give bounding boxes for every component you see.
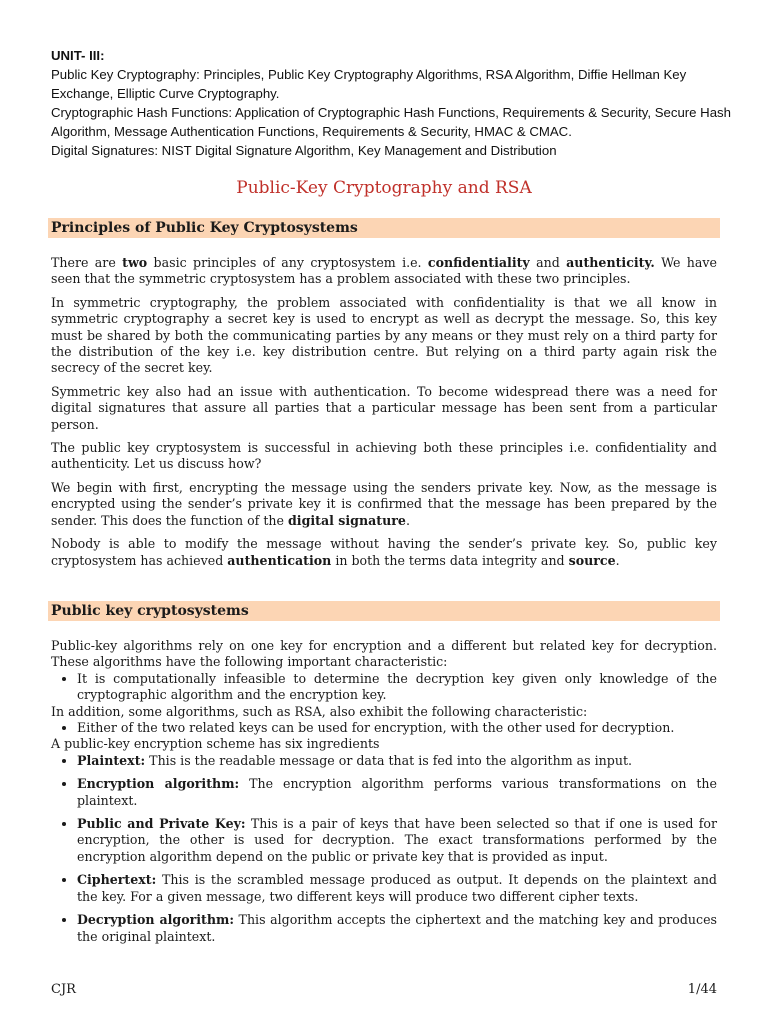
paragraph: We begin with first, encrypting the message using the senders private key. Now, as the message is encrypted using the sender’s private key it is confirmed that the message has been prepared by the sender. This does the function of the digital signature. xyxy=(51,479,717,528)
section-heading-principles: Principles of Public Key Cryptosystems xyxy=(48,218,720,238)
syllabus-block xyxy=(51,46,731,160)
paragraph: Nobody is able to modify the message without having the sender’s private key. So, public key cryptosystem has achieved authentication in both the terms data integrity and source. xyxy=(51,536,717,568)
paragraph: In addition, some algorithms, such as RSA, also exhibit the following characteristic: xyxy=(51,703,588,719)
paragraph: A public-key encryption scheme has six ingredients xyxy=(51,736,380,752)
list-item: • Either of the two related keys can be used for encryption, with the other used for decryption. xyxy=(77,720,717,736)
characteristic-list xyxy=(51,671,717,704)
section-principles-body xyxy=(51,255,717,576)
footer-author: CJR xyxy=(51,982,76,997)
list-item: • It is computationally infeasible to determine the decryption key given only knowledge of the cryptographic algorithm and the encryption key. xyxy=(77,671,717,704)
syllabus-line: Digital Signatures: NIST Digital Signature Algorithm, Key Management and Distribution xyxy=(51,143,557,158)
page-title: Public-Key Cryptography and RSA xyxy=(236,178,532,198)
section-public-key-body xyxy=(51,638,717,952)
page-number: 1/44 xyxy=(687,982,717,997)
paragraph: In symmetric cryptography, the problem associated with confidentiality is that we all know in symmetric cryptography a secret key is used to encrypt as well as decrypt the message. So, this key must be shared by both the communicating parties by any means or they must rely on a third party for the distribution of the key i.e. key distribution centre. But relying on a third party again risk the secrecy of the secret key. xyxy=(51,294,717,376)
list-item: • Plaintext: This is the readable message or data that is fed into the algorithm as input. xyxy=(77,753,717,769)
list-item: • Encryption algorithm: The encryption algorithm performs various transformations on the plaintext. xyxy=(77,776,717,809)
list-item: • Ciphertext: This is the scrambled message produced as output. It depends on the plaintext and the key. For a given message, two different keys will produce two different cipher texts. xyxy=(77,872,717,905)
paragraph: The public key cryptosystem is successful in achieving both these principles i.e. confidentiality and authenticity. Let us discuss how? xyxy=(51,440,717,472)
list-item: • Public and Private Key: This is a pair of keys that have been selected so that if one is used for encryption, the other is used for decryption. The exact transformations performed by the encryption algorithm depend on the public or private key that is provided as input. xyxy=(77,816,717,865)
ingredients-list xyxy=(51,753,717,945)
list-item: • Decryption algorithm: This algorithm accepts the ciphertext and the matching key and produces the original plaintext. xyxy=(77,912,717,945)
paragraph: Symmetric key also had an issue with authentication. To become widespread there was a need for digital signatures that assure all parties that a particular message has been sent from a particular person. xyxy=(51,383,717,432)
paragraph: There are two basic principles of any cryptosystem i.e. confidentiality and authenticity. We have seen that the symmetric cryptosystem has a problem associated with these two principles. xyxy=(51,255,717,287)
unit-heading: UNIT- III: xyxy=(51,48,105,63)
syllabus-line: Public Key Cryptography: Principles, Public Key Cryptography Algorithms, RSA Algorithm, Diffie Hellman Key Exchange, Elliptic Curve Cryptography. xyxy=(51,67,687,101)
syllabus-line: Cryptographic Hash Functions: Application of Cryptographic Hash Functions, Requirements & Security, Secure Hash Algorithm, Message Authentication Functions, Requirements & Security, HMAC & CMAC. xyxy=(51,105,731,139)
section-heading-public-key: Public key cryptosystems xyxy=(48,601,720,621)
paragraph: Public-key algorithms rely on one key for encryption and a different but related key for decryption. These algorithms have the following important characteristic: xyxy=(51,638,717,670)
characteristic-list xyxy=(51,720,717,736)
